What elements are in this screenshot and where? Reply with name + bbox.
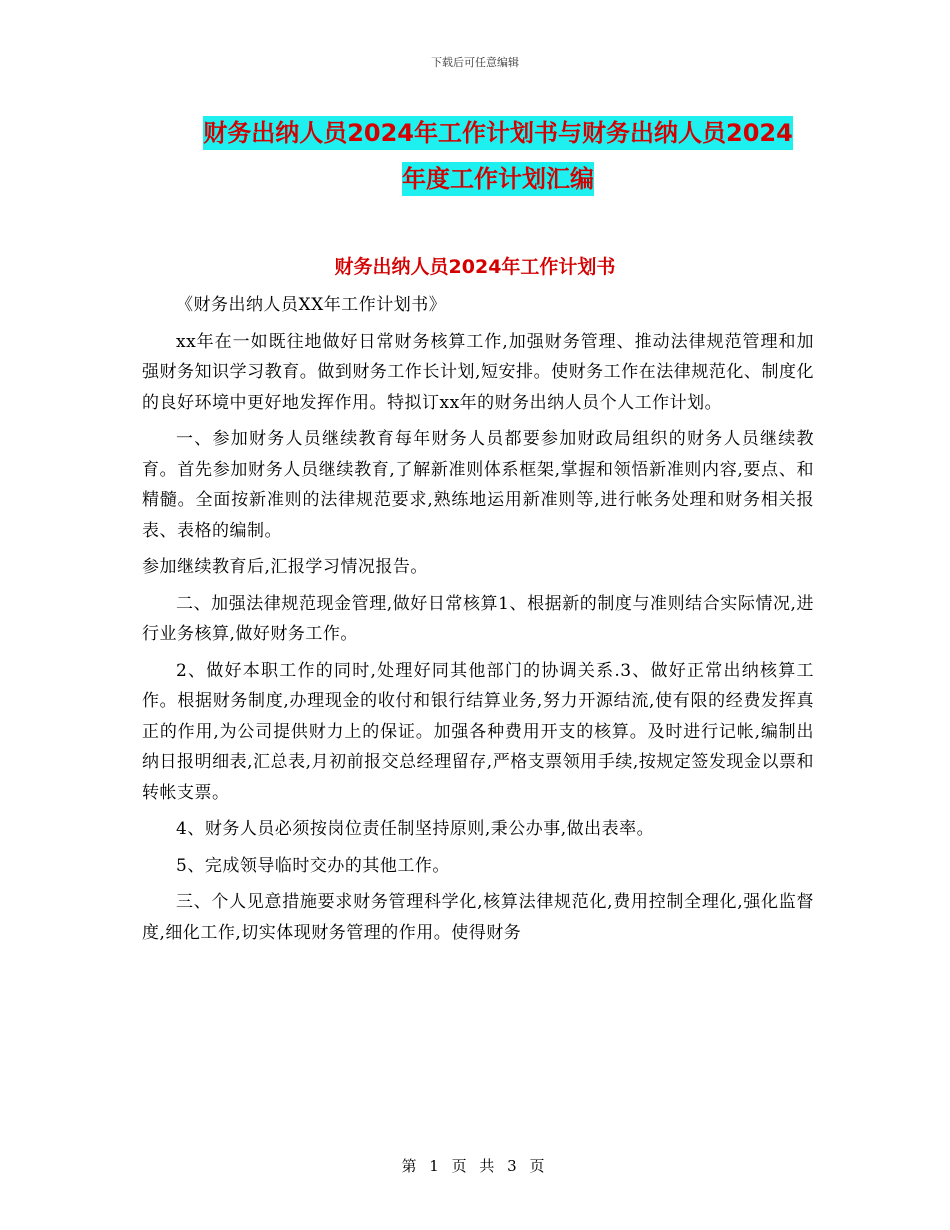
- document-title: [140, 110, 856, 202]
- paragraph: 5、完成领导临时交办的其他工作。: [176, 855, 450, 876]
- paragraph: 三、个人见意措施要求财务管理科学化,核算法律规范化,费用控制全理化,强化监督度,细化工作,切实体现财务管理的作用。使得财务: [142, 892, 814, 943]
- paragraph: 二、加强法律规范现金管理,做好日常核算1、根据新的制度与准则结合实际情况,进行业务核算,做好财务工作。: [142, 593, 814, 644]
- paragraph: 4、财务人员必须按岗位责任制坚持原则,秉公办事,做出表率。: [176, 819, 655, 839]
- header-note: 下载后可任意编辑: [431, 56, 519, 69]
- paragraph: xx年在一如既往地做好日常财务核算工作,加强财务管理、推动法律规范管理和加强财务知识学习教育。做到财务工作长计划,短安排。使财务工作在法律规范化、制度化的良好环境中更好地发挥作用。特拟订xx年的财务出纳人员个人工作计划。: [142, 331, 814, 413]
- document-title-line2: 年度工作计划汇编: [402, 162, 594, 196]
- paragraph: 一、参加财务人员继续教育每年财务人员都要参加财政局组织的财务人员继续教育。首先参加财务人员继续教育,了解新准则体系框架,掌握和领悟新准则内容,要点、和精髓。全面按新准则的法律规范要求,熟练地运用新准则等,进行帐务处理和财务相关报表、表格的编制。: [142, 429, 814, 541]
- paragraph: 参加继续教育后,汇报学习情况报告。: [142, 557, 428, 577]
- document-title-line1: 财务出纳人员2024年工作计划书与财务出纳人员2024: [203, 116, 793, 150]
- paragraph: 《财务出纳人员XX年工作计划书》: [176, 295, 447, 315]
- document-body: [142, 290, 814, 954]
- page-footer: 第 1 页 共 3 页: [401, 1157, 549, 1175]
- section-title: 财务出纳人员2024年工作计划书: [334, 256, 616, 278]
- paragraph: 2、做好本职工作的同时,处理好同其他部门的协调关系.3、做好正常出纳核算工作。根据财务制度,办理现金的收付和银行结算业务,努力开源结流,使有限的经费发挥真正的作用,为公司提供财力上的保证。加强各种费用开支的核算。及时进行记帐,编制出纳日报明细表,汇总表,月初前报交总经理留存,严格支票领用手续,按规定签发现金以票和转帐支票。: [142, 660, 814, 803]
